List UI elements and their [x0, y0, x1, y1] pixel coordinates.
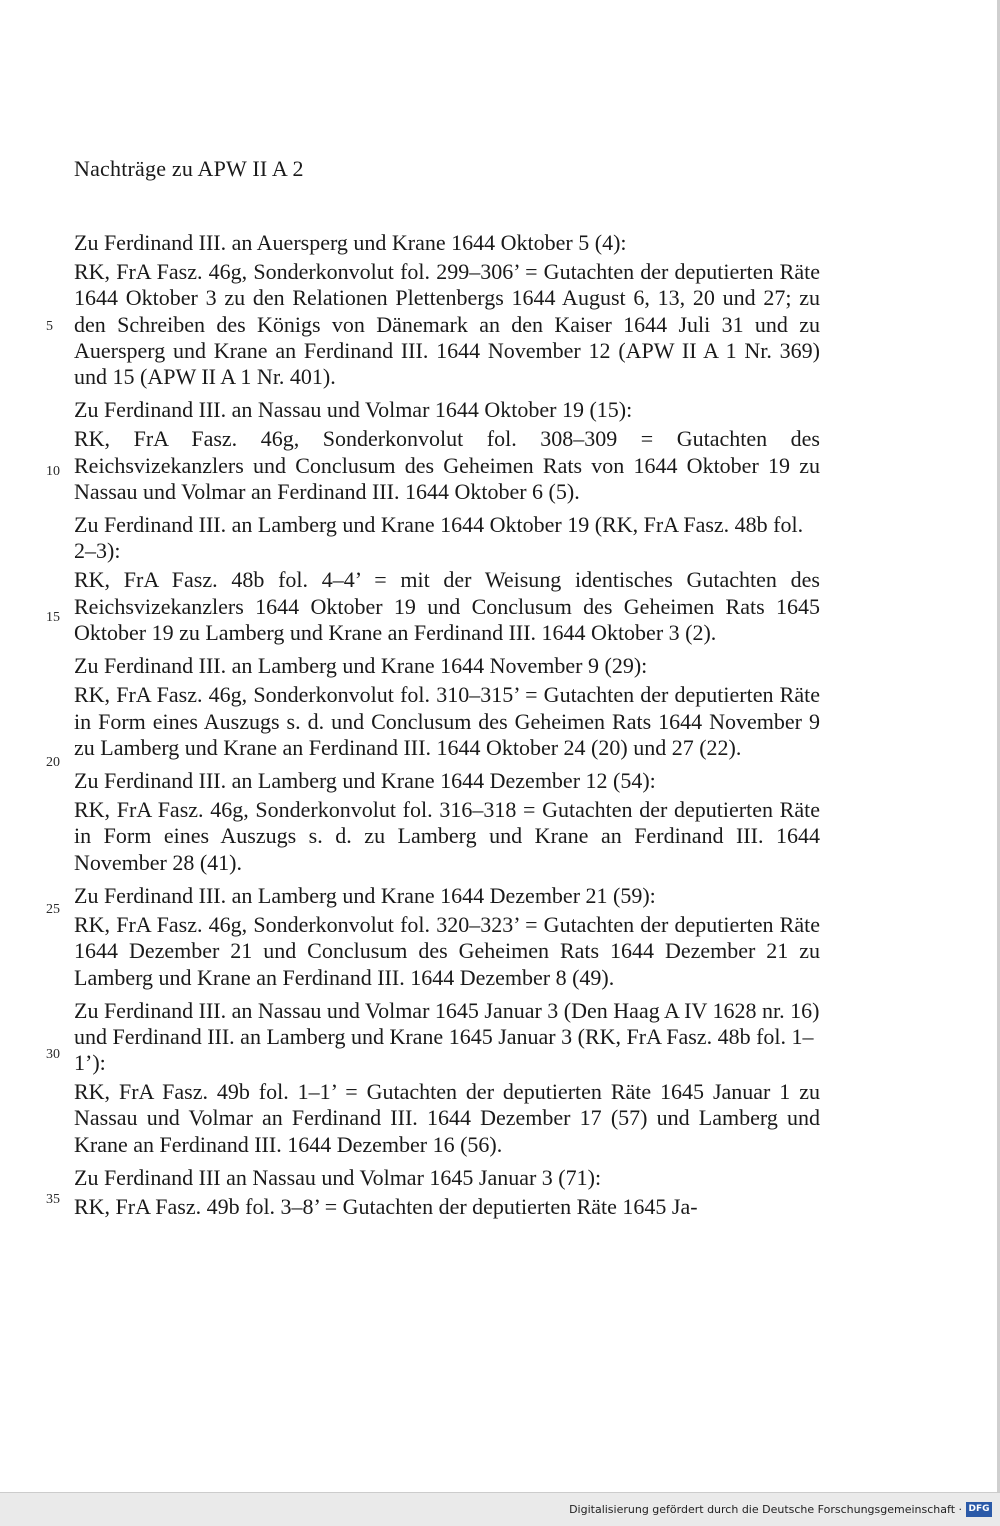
entry-heading: Zu Ferdinand III. an Nassau und Volmar 1644 Oktober 19 (15): [74, 397, 633, 423]
entry [74, 768, 820, 876]
entry-text: RK, FrA Fasz. 48b fol. 4–4’ = mit der Weisung identisches Gutachten des Reichsvizekanzlers 1644 Oktober 19 und Conclusum des Geheimen Rats 1645 Oktober 19 zu Lamberg und Krane an Ferdinand III. 1644 Oktober 3 (2). [74, 567, 820, 645]
line-number: 35 [46, 1192, 60, 1207]
entry-heading: Zu Ferdinand III. an Nassau und Volmar 1645 Januar 3 (Den Haag A IV 1628 nr. 16) und Ferdinand III. an Lamberg und Krane 1645 Januar 3 (RK, FrA Fasz. 48b fol. 1–1’): [74, 997, 820, 1075]
entry-text: RK, FrA Fasz. 46g, Sonderkonvolut fol. 320–323’ = Gutachten der deputierten Räte 1644 Dezember 21 und Conclusum des Geheimen Rats 1644 Dezember 21 zu Lamberg und Krane an Ferdinand III. 1644 Dezember 8 (49). [74, 912, 820, 990]
line-number: 30 [46, 1047, 60, 1062]
entry-text: RK, FrA Fasz. 46g, Sonderkonvolut fol. 308–309 = Gutachten des Reichsvizekanzlers und Conclusum des Geheimen Rats von 1644 Oktober 19 zu Nassau und Volmar an Ferdinand III. 1644 Oktober 6 (5). [74, 426, 820, 505]
footer-credit[interactable]: Digitalisierung gefördert durch die Deutsche Forschungsgemeinschaft · [569, 1503, 962, 1516]
line-number: 10 [46, 464, 60, 479]
entry-text: RK, FrA Fasz. 46g, Sonderkonvolut fol. 316–318 = Gutachten der deputierten Räte in Form eines Auszugs s. d. zu Lamberg und Krane an Ferdinand III. 1644 November 28 (41). [74, 797, 820, 875]
entry-text: RK, FrA Fasz. 46g, Sonderkonvolut fol. 299–306’ = Gutachten der deputierten Räte 1644 Oktober 3 zu den Relationen Plettenbergs 1644 August 6, 13, 20 und 27; zu den Schreiben des Königs von Dänemark an den Kaiser 1644 Juli 31 und zu Auersperg und Krane an Ferdinand III. 1644 November 12 (APW II A 1 Nr. 369) und 15 (APW II A 1 Nr. 401). [74, 259, 820, 390]
document-body [74, 230, 820, 1227]
entry-text: RK, FrA Fasz. 49b fol. 3–8’ = Gutachten der deputierten Räte 1645 Ja- [74, 1193, 698, 1219]
entry [74, 1165, 820, 1220]
entry [74, 230, 820, 390]
page-title: Nachträge zu APW II A 2 [74, 156, 304, 181]
entry-heading: Zu Ferdinand III. an Auersperg und Krane 1644 Oktober 5 (4): [74, 230, 627, 255]
entry-text: RK, FrA Fasz. 46g, Sonderkonvolut fol. 310–315’ = Gutachten der deputierten Räte in Form eines Auszugs s. d. und Conclusum des Geheimen Rats 1644 November 9 zu Lamberg und Krane an Ferdinand III. 1644 Oktober 24 (20) und 27 (22). [74, 682, 820, 760]
entry [74, 512, 820, 646]
entry-heading: Zu Ferdinand III. an Lamberg und Krane 1644 November 9 (29): [74, 653, 648, 679]
line-number: 25 [46, 902, 60, 917]
line-number: 20 [46, 755, 60, 770]
entry-heading: Zu Ferdinand III. an Lamberg und Krane 1644 Oktober 19 (RK, FrA Fasz. 48b fol. 2–3): [74, 512, 804, 564]
entry-heading: Zu Ferdinand III an Nassau und Volmar 1645 Januar 3 (71): [74, 1164, 602, 1190]
entry-text: RK, FrA Fasz. 49b fol. 1–1’ = Gutachten der deputierten Räte 1645 Januar 1 zu Nassau und Volmar an Ferdinand III. 1644 Dezember 17 (57) und Lamberg und Krane an Ferdinand III. 1644 Dezember 16 (56). [74, 1078, 820, 1157]
dfg-logo-icon[interactable]: DFG [966, 1502, 992, 1517]
entry-heading: Zu Ferdinand III. an Lamberg und Krane 1644 Dezember 12 (54): [74, 768, 656, 794]
entry [74, 653, 820, 761]
entry [74, 883, 820, 991]
line-number: 5 [46, 319, 53, 334]
entry-heading: Zu Ferdinand III. an Lamberg und Krane 1644 Dezember 21 (59): [74, 883, 656, 909]
line-number: 15 [46, 610, 60, 625]
footer-bar [0, 1492, 1000, 1526]
entry [74, 397, 820, 505]
entry [74, 998, 820, 1158]
